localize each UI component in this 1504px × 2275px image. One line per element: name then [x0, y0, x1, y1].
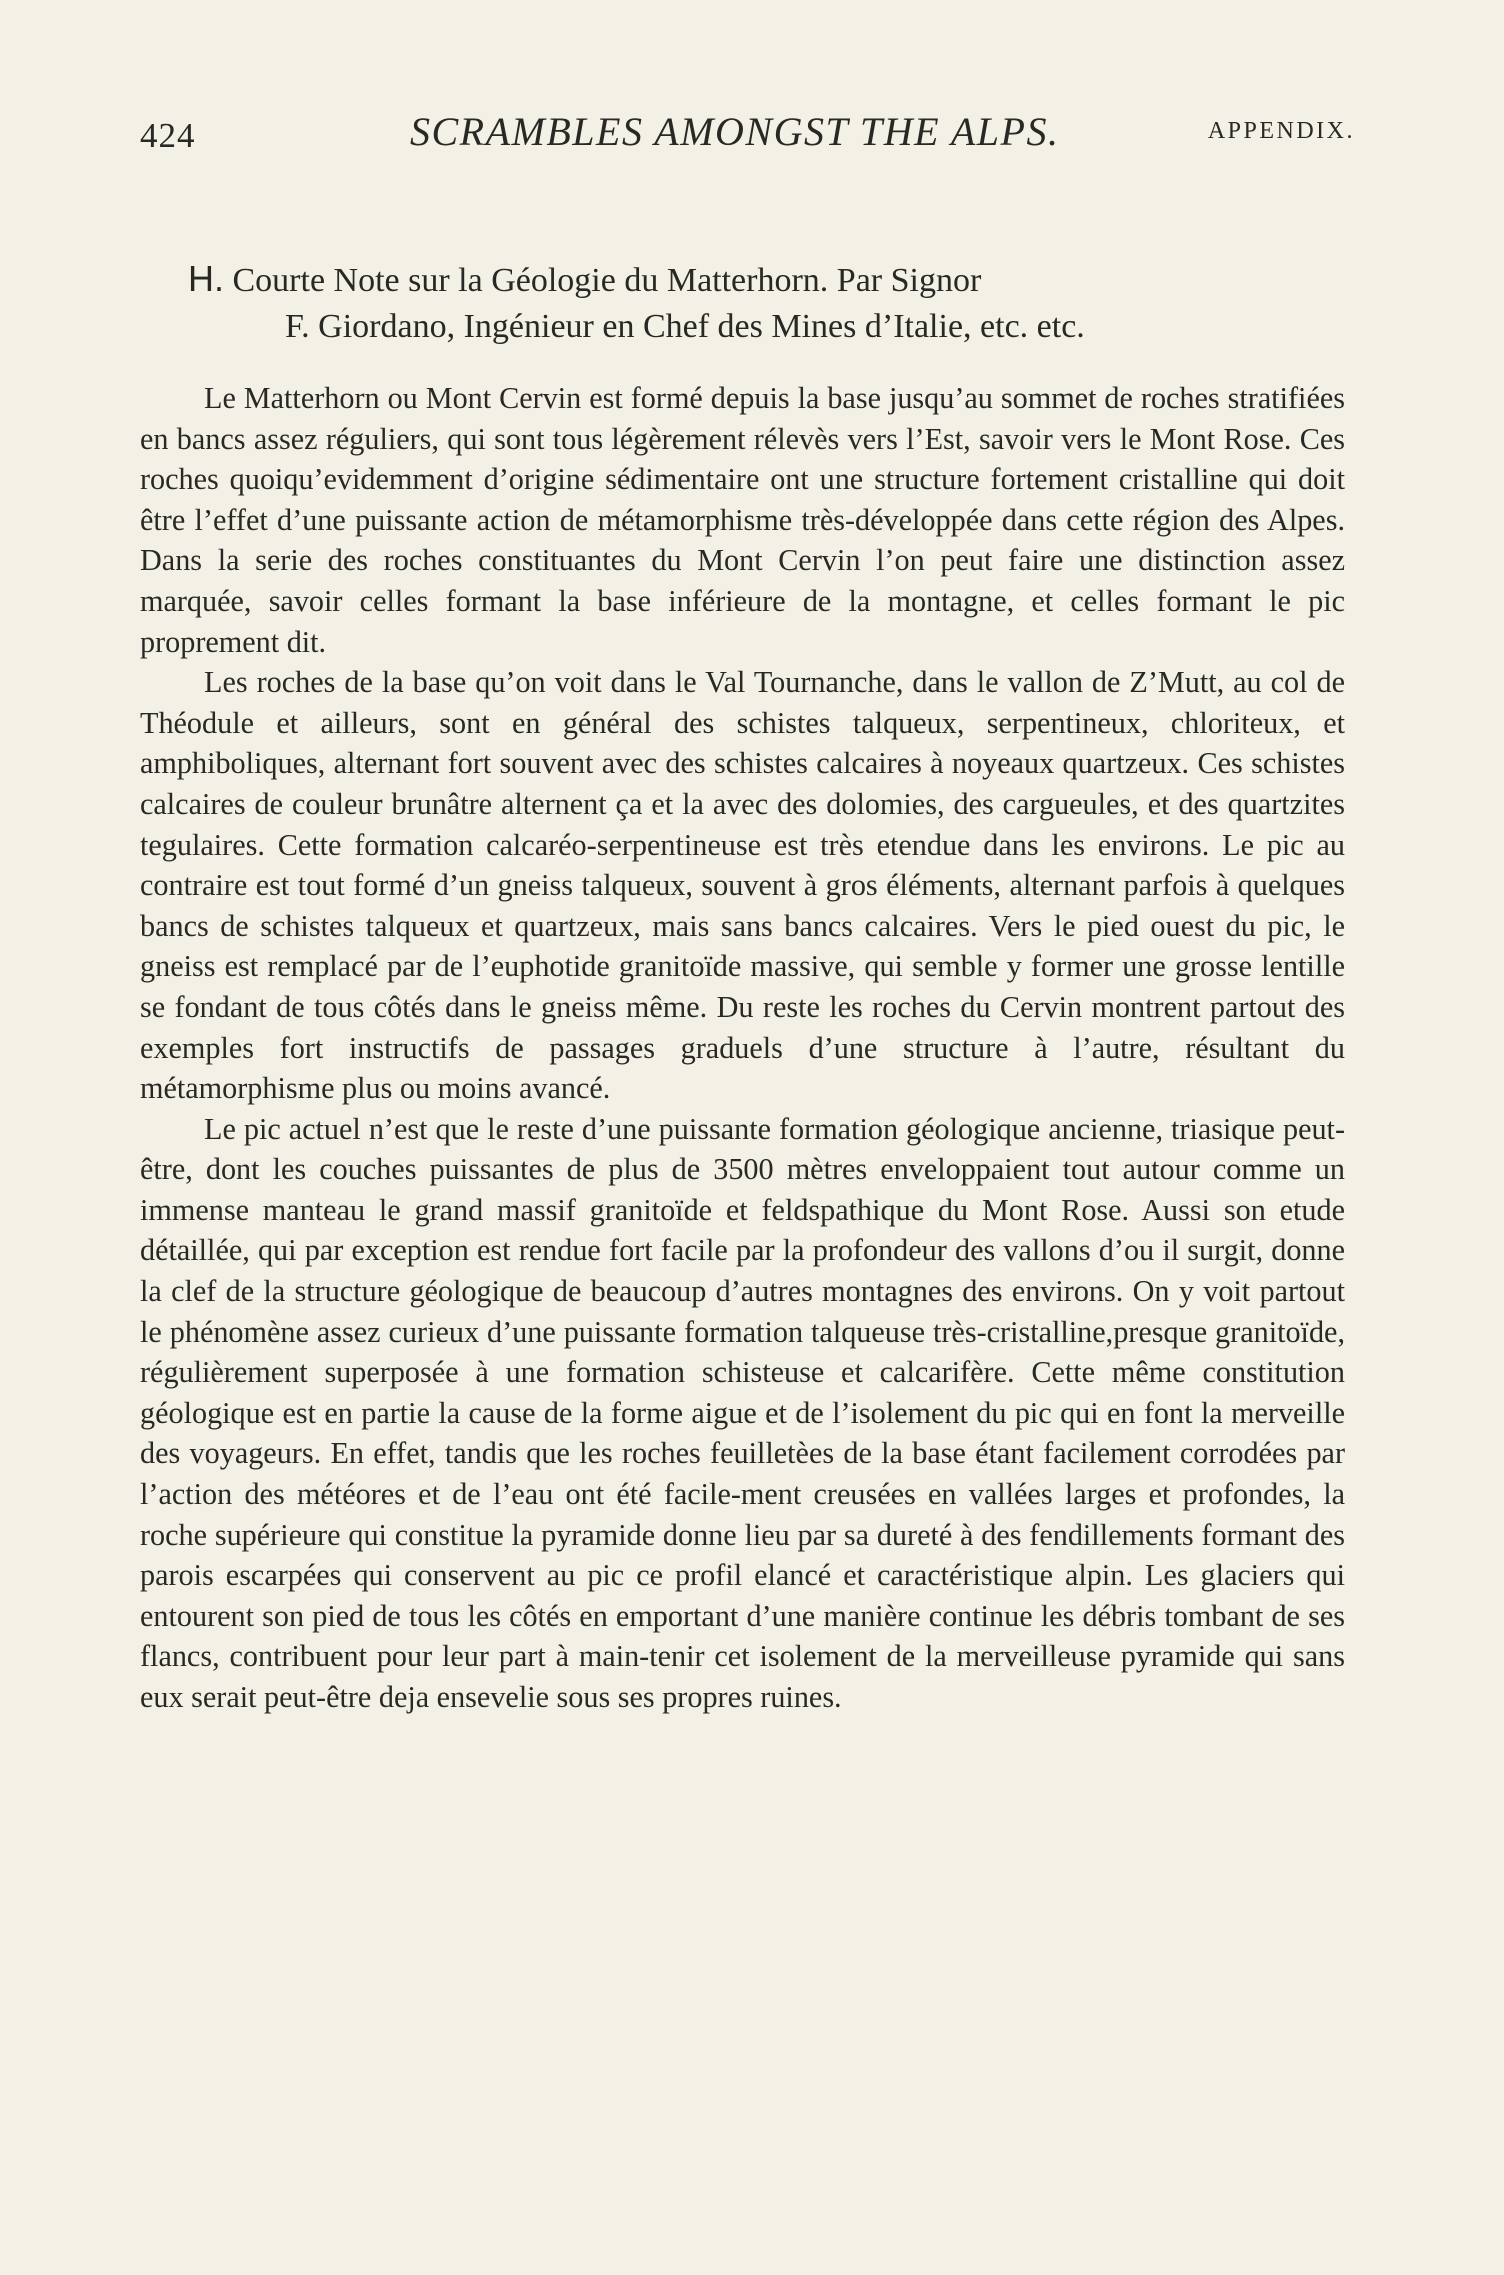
appendix-letter: H. [188, 258, 224, 299]
appendix-heading [140, 256, 1350, 350]
running-head [140, 108, 1355, 168]
heading-line-1 [140, 256, 1350, 304]
paragraph-1: Le Matterhorn ou Mont Cervin est formé depuis la base jusqu’au sommet de roches stratifiées en bancs assez réguliers, qui sont tous légèrement rélevès vers l’Est, savoir vers le Mont Rose. Ces roches quoiqu’evidemment d’origine sédimentaire ont une structure fortement cristalline qui doit être l’effet d’une puissante action de métamorphisme très-développée dans cette région des Alpes. Dans la serie des roches constituantes du Mont Cervin l’on peut faire une distinction assez marquée, savoir celles formant la base inférieure de la montagne, et celles formant le pic proprement dit. [140, 381, 1345, 659]
section-label: APPENDIX. [1207, 118, 1355, 144]
body-text [140, 378, 1345, 1718]
heading-title-line-2: F. Giordano, Ingénieur en Chef des Mines d’Italie, etc. etc. [285, 308, 1085, 345]
page-number: 424 [140, 116, 196, 155]
paragraph-2: Les roches de la base qu’on voit dans le Val Tournanche, dans le vallon de Z’Mutt, au col de Théodule et ailleurs, sont en général des schistes talqueux, serpentineux, chloriteux, et amphiboliques, alternant fort souvent avec des schistes calcaires à noyeaux quartzeux. Ces schistes calcaires de couleur brunâtre alternent ça et la avec des dolomies, des cargueules, et des quartzites tegulaires. Cette formation calcaréo-serpentineuse est très etendue dans les environs. Le pic au contraire est tout formé d’un gneiss talqueux, souvent à gros éléments, alternant parfois à quelques bancs de schistes talqueux et quartzeux, mais sans bancs calcaires. Vers le pied ouest du pic, le gneiss est remplacé par de l’euphotide granitoïde massive, qui semble y former une grosse lentille se fondant de tous côtés dans le gneiss même. Du reste les roches du Cervin montrent partout des exemples fort instructifs de passages graduels d’une structure à l’autre, résultant du métamorphisme plus ou moins avancé. [140, 665, 1345, 1106]
running-title: SCRAMBLES AMONGST THE ALPS. [410, 109, 1060, 154]
paragraph-3: Le pic actuel n’est que le reste d’une puissante formation géologique ancienne, triasique peut-être, dont les couches puissantes de plus de 3500 mètres enveloppaient tout autour comme un immense manteau le grand massif granitoïde et feldspathique du Mont Rose. Aussi son etude détaillée, qui par exception est rendue fort facile par la profondeur des vallons d’ou il surgit, donne la clef de la structure géologique de beaucoup d’autres montagnes des environs. On y voit partout le phénomène assez curieux d’une puissante formation talqueuse très-cristalline,presque granitoïde, régulièrement superposée à une formation schisteuse et calcarifère. Cette même constitution géologique est en partie la cause de la forme aigue et de l’isolement du pic qui en font la merveille des voyageurs. En effet, tandis que les roches feuilletèes de la base étant facilement corrodées par l’action des météores et de l’eau ont été facile-ment creusées en vallées larges et profondes, la roche supérieure qui constitue la pyramide donne lieu par sa dureté à des fendillements formant des parois escarpées qui conservent au pic ce profil elancé et caractéristique alpin. Les glaciers qui entourent son pied de tous les côtés en emportant d’une manière continue les débris tombant de ses flancs, contribuent pour leur part à main-tenir cet isolement de la merveilleuse pyramide qui sans eux serait peut-être deja ensevelie sous ses propres ruines. [140, 1111, 1345, 1714]
heading-title-line-1: Courte Note sur la Géologie du Matterhorn. Par Signor [232, 262, 982, 299]
